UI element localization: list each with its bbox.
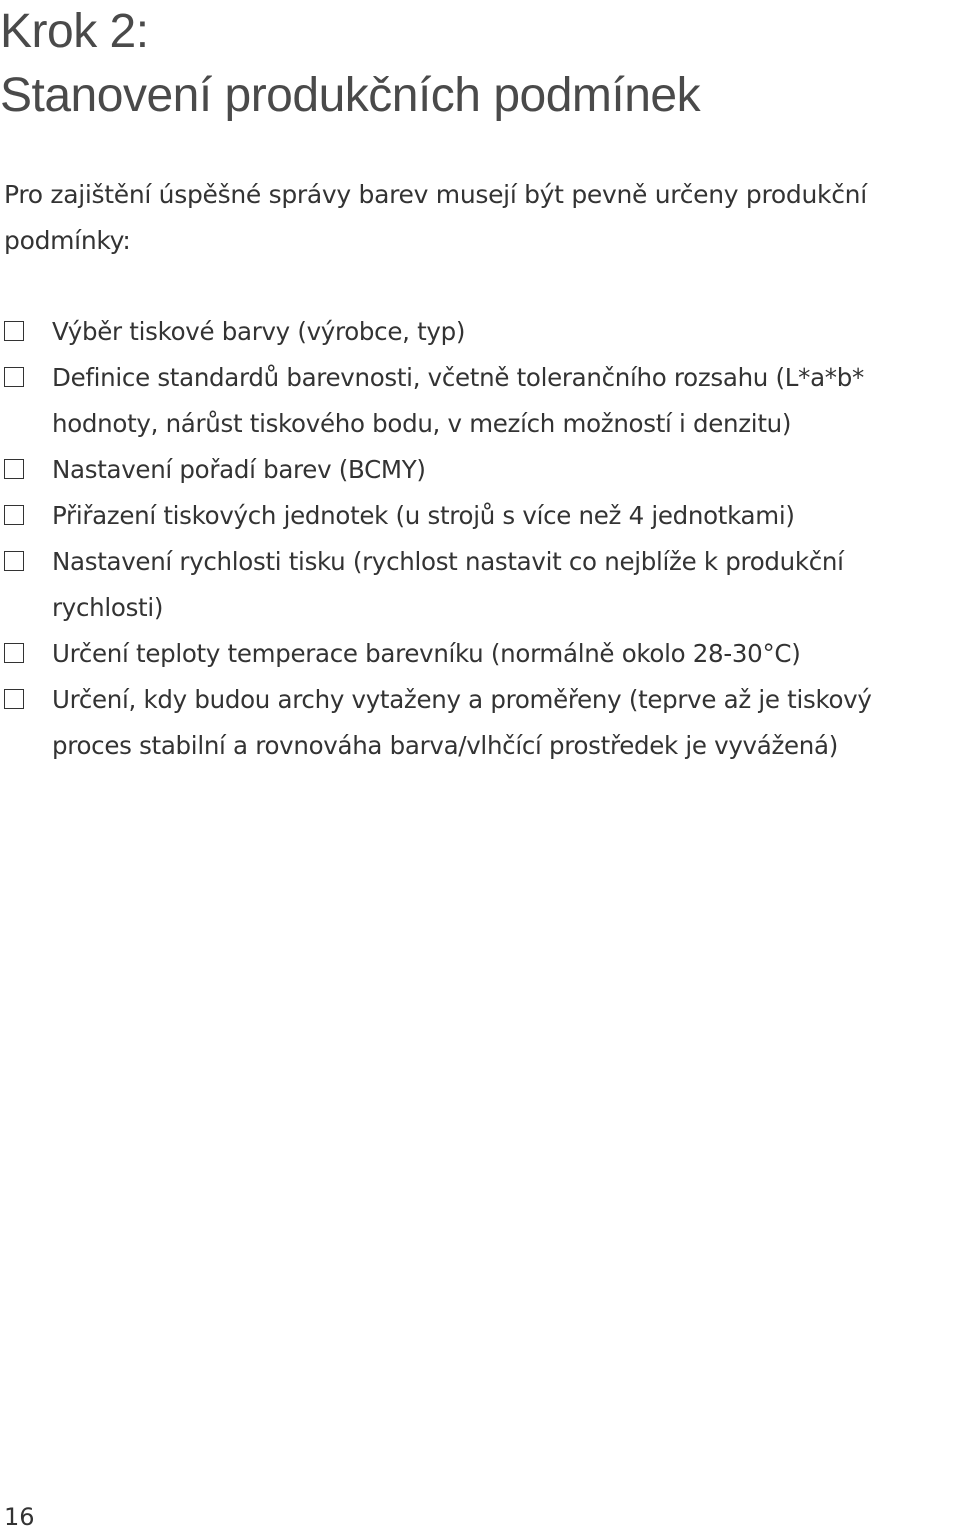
checkbox[interactable] — [4, 321, 24, 341]
checklist — [4, 309, 954, 769]
checklist-item-text: Nastavení rychlosti tisku (rychlost nastavit co nejblíže k produkční rychlosti) — [52, 547, 844, 622]
checklist-item — [4, 539, 954, 631]
checklist-item-text: Přiřazení tiskových jednotek (u strojů s více než 4 jednotkami) — [52, 501, 795, 530]
checklist-item-text: Výběr tiskové barvy (výrobce, typ) — [52, 317, 466, 346]
checklist-item — [4, 309, 954, 355]
checklist-item-text: Určení, kdy budou archy vytaženy a proměřeny (teprve až je tiskový proces stabilní a rovnováha barva/vlhčící prostředek je vyvážená) — [52, 685, 872, 760]
intro-paragraph: Pro zajištění úspěšné správy barev musejí být pevně určeny produkční podmínky: — [4, 180, 867, 255]
page-number: 16 — [4, 1503, 35, 1531]
checklist-item-text: Definice standardů barevnosti, včetně tolerančního rozsahu (L*a*b* hodnoty, nárůst tiskového bodu, v mezích možností i denzitu) — [52, 363, 864, 438]
checkbox[interactable] — [4, 551, 24, 571]
checklist-item — [4, 677, 954, 769]
checkbox[interactable] — [4, 459, 24, 479]
page-title — [0, 0, 700, 128]
checklist-item — [4, 631, 954, 677]
checkbox[interactable] — [4, 367, 24, 387]
page-title-line-1: Krok 2: — [0, 5, 149, 58]
checklist-item-text: Určení teploty temperace barevníku (normálně okolo 28-30°C) — [52, 639, 801, 668]
checklist-item-text: Nastavení pořadí barev (BCMY) — [52, 455, 426, 484]
page-title-line-2: Stanovení produkčních podmínek — [0, 69, 701, 122]
checklist-item — [4, 447, 954, 493]
checkbox[interactable] — [4, 689, 24, 709]
checklist-item — [4, 355, 954, 447]
checkbox[interactable] — [4, 643, 24, 663]
checkbox[interactable] — [4, 505, 24, 525]
checklist-item — [4, 493, 954, 539]
